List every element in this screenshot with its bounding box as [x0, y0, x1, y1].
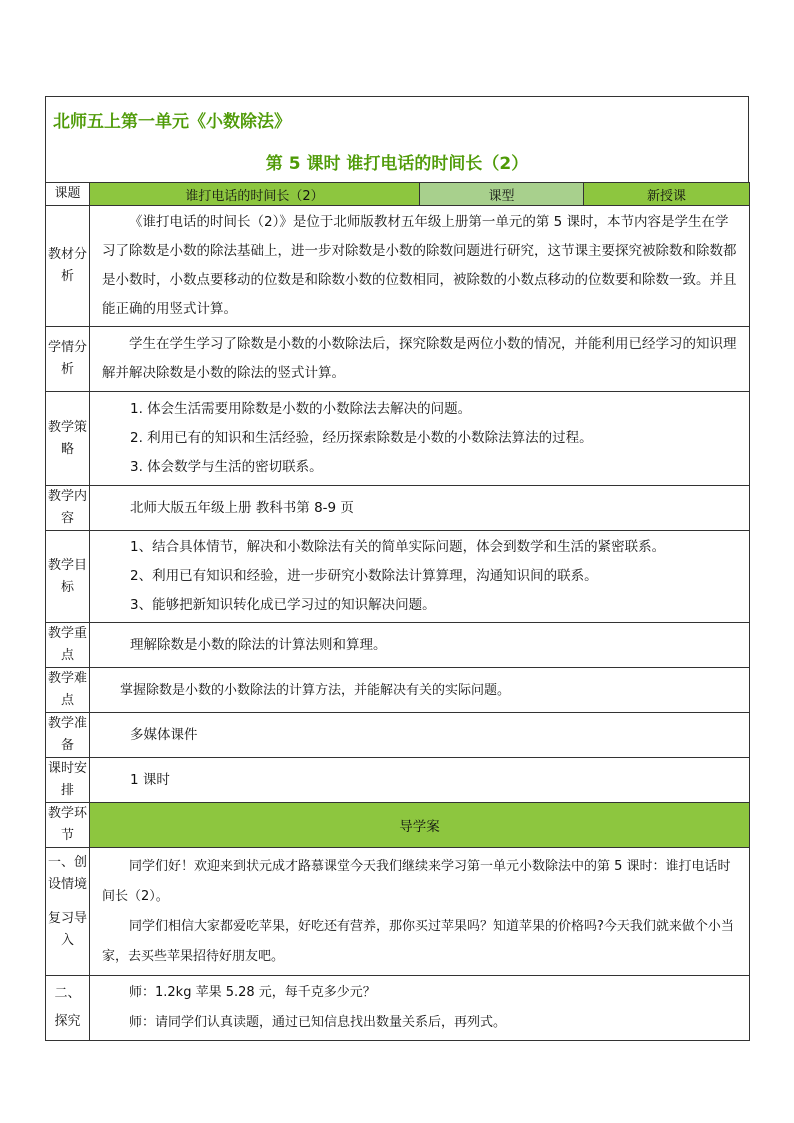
process-row	[46, 803, 750, 848]
strategy-item: 1. 体会生活需要用除数是小数的小数除法去解决的问题。	[130, 401, 472, 417]
topic-value: 谁打电话的时间长（2）	[90, 183, 420, 206]
strategy-item: 3. 体会数学与生活的密切联系。	[130, 459, 323, 475]
preparation-label: 教学准备	[46, 713, 90, 758]
student-analysis-row	[46, 327, 750, 392]
goals-row	[46, 531, 750, 623]
strategy-label: 教学策略	[46, 392, 90, 486]
student-analysis-text: 学生在学生学习了除数是小数的小数除法后，探究除数是两位小数的情况，并能利用已经学习的知识理解并解决除数是小数的除法的竖式计算。	[102, 336, 737, 381]
schedule-text: 1 课时	[90, 758, 750, 803]
goal-item: 3、能够把新知识转化成已学习过的知识解决问题。	[130, 597, 436, 613]
content-row	[46, 486, 750, 531]
textbook-analysis-label: 教材分析	[46, 206, 90, 327]
lesson-plan-table	[45, 182, 750, 1041]
section2-paragraph: 师：请同学们认真读题，通过已知信息找出数量关系后，再列式。	[129, 1015, 507, 1030]
strategy-row	[46, 392, 750, 486]
section1-paragraph: 同学们好！欢迎来到状元成才路慕课堂今天我们继续来学习第一单元小数除法中的第 5 课时：谁打电话时间长（2）。	[102, 858, 731, 904]
section1-label-a: 一、创设情境	[47, 855, 87, 892]
section2-row	[46, 976, 750, 1041]
schedule-row	[46, 758, 750, 803]
title-block	[45, 96, 749, 182]
difficulty-text: 掌握除数是小数的小数除法的计算方法，并能解决有关的实际问题。	[90, 668, 750, 713]
type-label: 课型	[420, 183, 584, 206]
key-point-text: 理解除数是小数的除法的计算法则和算理。	[90, 623, 750, 668]
unit-title: 北师五上第一单元《小数除法》	[53, 112, 291, 132]
goal-item: 1、结合具体情节，解决和小数除法有关的简单实际问题，体会到数学和生活的紧密联系。	[130, 539, 666, 555]
content-text: 北师大版五年级上册 教科书第 8-9 页	[90, 486, 750, 531]
topic-label: 课题	[46, 183, 90, 206]
textbook-analysis-text: 《谁打电话的时间长（2）》是位于北师版教材五年级上册第一单元的第 5 课时，本节内容是学生在学习了除数是小数的除法基础上，进一步对除数是小数的除数问题进行研究，这节课主要探究被除数和除数都是小数时，小数点要移动的位数是和除数小数的位数相同，被除数的小数点移动的位数要和除数一致。并且能正确的用竖式计算。	[102, 214, 737, 317]
process-label: 教学环节	[46, 803, 90, 848]
lesson-plan-page	[45, 96, 749, 1041]
section1-label-b: 复习导入	[47, 911, 87, 948]
process-header: 导学案	[90, 803, 750, 848]
key-point-label: 教学重点	[46, 623, 90, 668]
difficulty-label: 教学难点	[46, 668, 90, 713]
lesson-title: 第 5 课时 谁打电话的时间长（2）	[265, 154, 529, 174]
topic-row	[46, 183, 750, 206]
section2-label-a: 二、	[54, 986, 81, 1001]
type-value: 新授课	[584, 183, 750, 206]
section2-label-b: 探究	[54, 1014, 81, 1029]
content-label: 教学内容	[46, 486, 90, 531]
textbook-analysis-row	[46, 206, 750, 327]
preparation-row	[46, 713, 750, 758]
strategy-item: 2. 利用已有的知识和生活经验，经历探索除数是小数的小数除法算法的过程。	[130, 430, 593, 446]
preparation-text: 多媒体课件	[90, 713, 750, 758]
goals-label: 教学目标	[46, 531, 90, 623]
schedule-label: 课时安排	[46, 758, 90, 803]
section2-paragraph: 师：1.2kg 苹果 5.28 元，每千克多少元？	[129, 985, 376, 1000]
student-analysis-label: 学情分析	[46, 327, 90, 392]
goal-item: 2、利用已有知识和经验，进一步研究小数除法计算算理，沟通知识间的联系。	[130, 568, 598, 584]
key-point-row	[46, 623, 750, 668]
section1-paragraph: 同学们相信大家都爱吃苹果，好吃还有营养，那你买过苹果吗？知道苹果的价格吗?今天我们就来做个小当家，去买些苹果招待好朋友吧。	[102, 918, 734, 964]
difficulty-row	[46, 668, 750, 713]
section1-row	[46, 848, 750, 976]
